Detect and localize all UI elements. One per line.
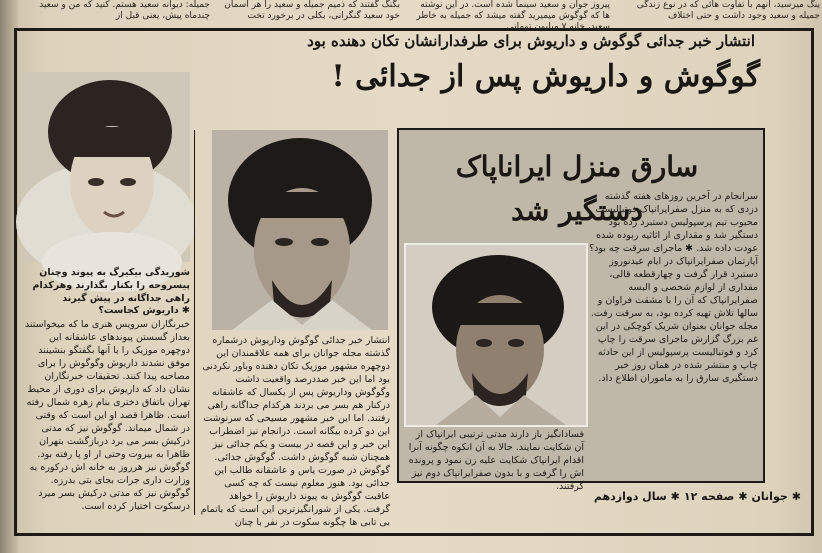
footer-magazine: جوانان (751, 490, 788, 503)
footer-year: سال دوازدهم (593, 490, 667, 503)
top-col-right: ینگ میرسید، انهم با تفاوت هائی که در نوع زندگی جمیله و سعید وجود داشت و حتی اختلاف (636, 0, 820, 21)
dariush-subhead: ✱ داریوش کجاست؟ (98, 305, 190, 316)
star-icon: ✱ (670, 490, 680, 503)
left-column-body: خبرنگاران سرویس هنری ما که میخواستند بعداز گسستن پیوندهای عاشقانه این دوچهره موزیک را با آنها بگفتگو بنشینند موفق نشدند داریوش وگوگوش را برای مصاحبه پیدا کنند. تحقیقات خبرنگاران نشان داد که داریوش برای دوری از محیط تهران باتفاق دختری بنام زهره شمال رفته است. ظاهرا قصد او این است که وقتی در شمال میماند. گوگوش نیز که مدتی درکیش بسر می برد دربازگشت بتهران ظاهرا به بیروت وحتی ار او پا رفته بود. گوگوش نیز هرروز به خانه اش درکوره به وزارت داری جرات بجای بتی بدرزه. گوگوش نیز که مدتی درکیش بسر میرد درسکوت اختیار کرده است. (24, 319, 190, 512)
thief-photo-caption: فسادانگیز باز دارند مدتی ترتیبی ایرانپاک از آن شکایت نمایند. حالا به آن انکوه چگونه آنرا اقدام ایرانپاک شکایت علیه زن نمود و پرونده اش را گرفت و با بدون صفرایرانپاک دوم نیز گرفتند. (408, 429, 584, 492)
star-icon: ✱ (791, 490, 801, 503)
thief-story-headline: سارق منزل ایراناپاک دستگیر شد (455, 150, 699, 227)
thief-story-body: سرانجام در آخرین روزهای هفته گذشته دزدی که به منزل صفرایرانپاک فوتبالیست محبوب تیم پرسپولیس دستبرد زده بود دستگیر شد و مقداری از اثاثیه ربوده شده عودت داده شد. ✱ ماجرای سرقت چه بود؟ آپارتمان صفرایرانپاک در ایام عیدنوروز دستبرد قرار گرفت و چهارقطعه قالی، مقداری از لوازم شخصی و البسه صفرایرانپاک که آن را با مشقت فراوان و سالها تلاش تهیه کرده بود، به سرقت رفت. مجله جوانان بعنوان شریک کوچکی در این غم بزرگ گزارش ماجرای سرقت را چاپ کرد و فوتبالیست پرسپولیس از این حادثه چاپ و منتشر شده در همان روز خبر دستگیری سارق را به ماموران اطلاع داد. (589, 191, 758, 384)
photo-googoosh (22, 72, 190, 262)
footer-page: صفحه ۱۲ (683, 490, 735, 503)
googoosh-caption: شوریدگی بیکیرگ به پیوند وچنان پیسروحه را بکنار بگذارند وهرکدام راهی جداگانه در پیش گیرند (32, 267, 190, 304)
photo-dariush (212, 130, 388, 330)
page-footer (590, 490, 805, 504)
article-headline: گوگوش و داریوش پس از جدائی ! (331, 59, 760, 94)
article-kicker: انتشار خبر جدائی گوگوش و داریوش برای طرفدارانشان تکان دهنده بود (307, 32, 755, 50)
top-col-left: بگنگ گفتند که ذمیم جمیله و سعید را هر آسمان خود سعید گنگرانی، بکلی در برخورد تخت (224, 0, 400, 21)
top-col-far-left: جمیله: دیوانه سعید هستم. کنید که من و سعید چندماه پیش، یعنی قبل از (39, 0, 210, 21)
photo-thief (404, 243, 588, 427)
top-col-mid: پیروز جوان و سعید سینما شده است. در این نوشته ها که گوگوش میمیرید گفته میشد که جمیله به خاطر سعید، خانه ۷ میلیون تومانی (416, 0, 610, 32)
column-divider (194, 130, 195, 515)
middle-column-body: انتشار خبر جدائی گوگوش وداریوش درشماره گذشته مجله جوانان برای همه علاقمندان این دوچهره مشهور موزیک تکان دهنده وباور نکردنی بود اما این خبر صددرصد واقعیت داشت وگوگوش وداریوش پس از یکسال که عاشقانه درکنار هم بسر می بردند هرکدام جداگانه راهی رفتند. اما این خبر مشهور مسیحی که سرنوشت این دو کرده بیگانه است. درانجام نیز اضطراب این خبر و این قصه در بیست و یکم جدائی نیز همچنان شبه گوگوش داشت. گوگوش جدائی. گوگوش در صورت یاس و عاشقانه طالب این جدائی بود. هنوز معلوم نیست که چه کسی عاقبت گوگوش به پیوند داریوش را خواهد گرفت. یکی از شورانگیزترین این است که باتمام بی تابی ها چگونه سکوت در نفر با چنان (200, 335, 390, 528)
star-icon: ✱ (738, 490, 748, 503)
